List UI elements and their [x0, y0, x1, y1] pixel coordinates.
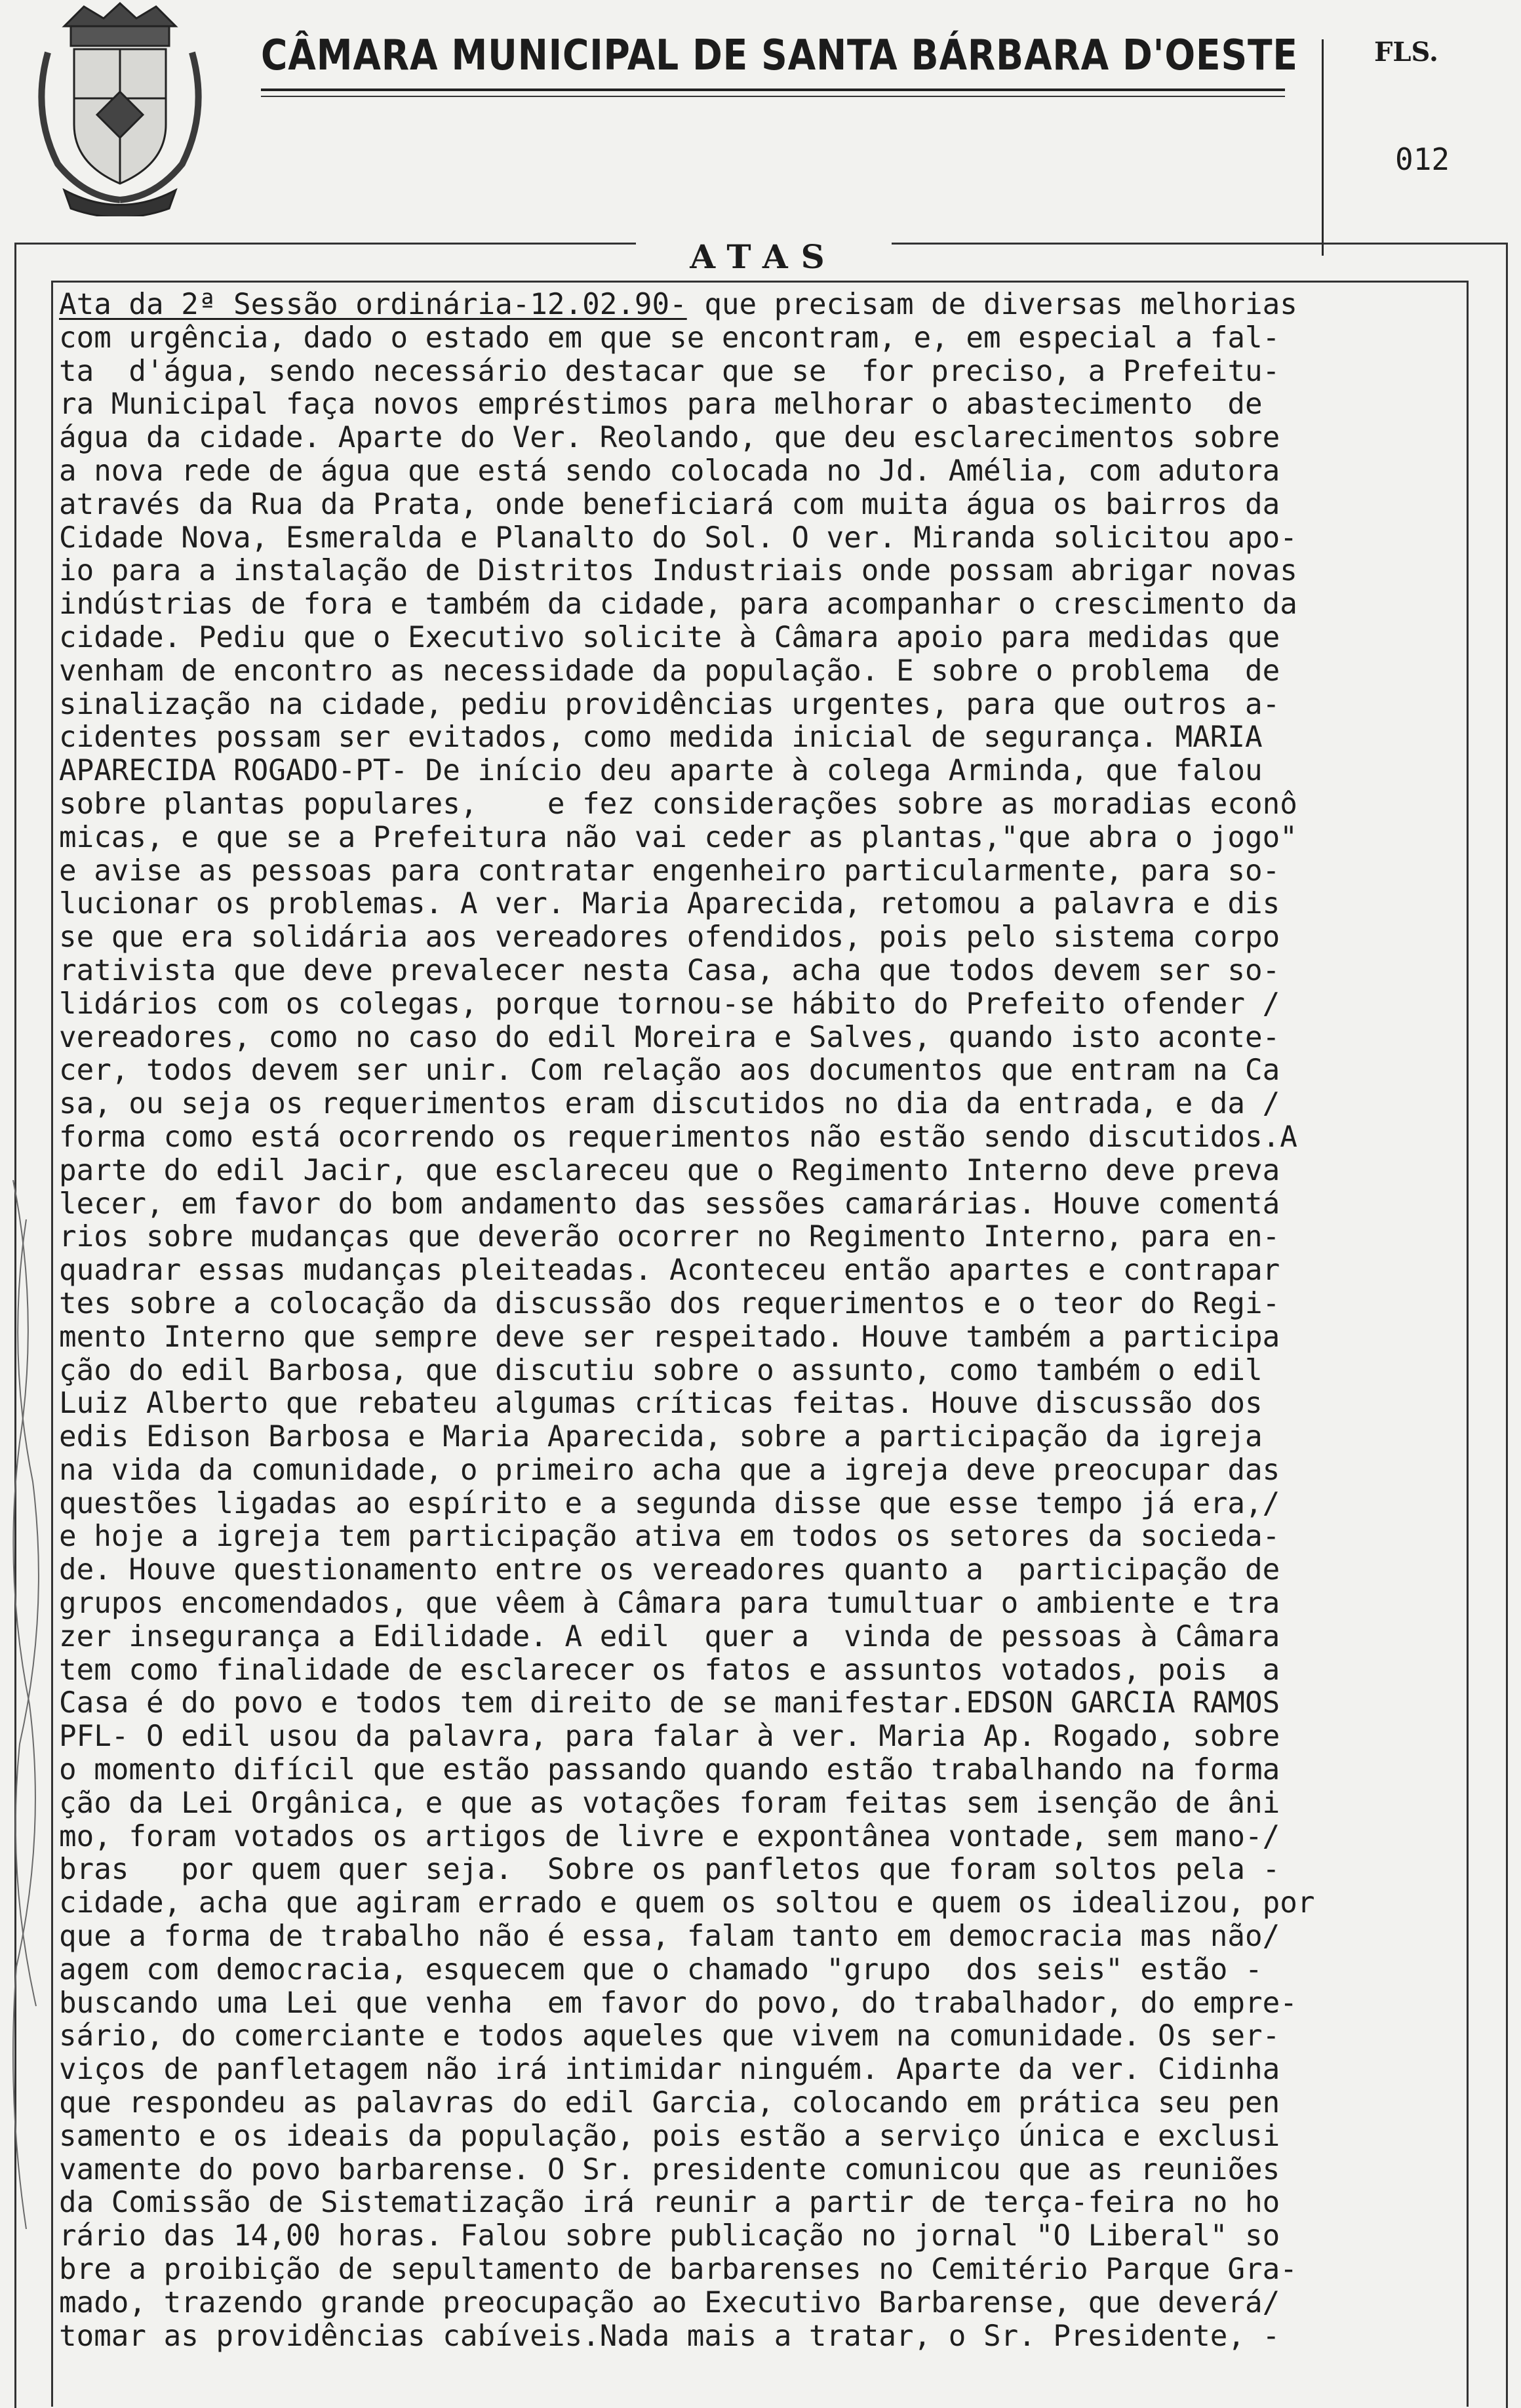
minutes-text	[59, 288, 1469, 2353]
minutes-line: forma como está ocorrendo os requerimentos não estão sendo discutidos.A	[59, 1120, 1297, 1154]
minutes-line: o momento difícil que estão passando quando estão trabalhando na forma	[59, 1753, 1280, 1787]
folio-number: 012	[1395, 142, 1450, 177]
minutes-line: Cidade Nova, Esmeralda e Planalto do Sol. O ver. Miranda solicitou apo-	[59, 521, 1297, 555]
minutes-line: com urgência, dado o estado em que se encontram, e, em especial a fal-	[59, 321, 1280, 355]
minutes-line: quadrar essas mudanças pleiteadas. Aconteceu então apartes e contrapar	[59, 1253, 1280, 1288]
minutes-line: sário, do comerciante e todos aqueles que vivem na comunidade. Os ser-	[59, 2019, 1280, 2053]
minutes-line: sinalização na cidade, pediu providências urgentes, para que outros a-	[59, 687, 1280, 721]
minutes-line: cidade, acha que agiram errado e quem os soltou e quem os idealizou, por	[59, 1886, 1315, 1920]
minutes-line: lecer, em favor do bom andamento das sessões camarárias. Houve comentá	[59, 1187, 1280, 1221]
minutes-line: bras por quem quer seja. Sobre os panfletos que foram soltos pela -	[59, 1853, 1280, 1887]
minutes-line: parte do edil Jacir, que esclareceu que o Regimento Interno deve preva	[59, 1153, 1280, 1187]
council-name-heading: CÂMARA MUNICIPAL DE SANTA BÁRBARA D'OESTE	[261, 31, 1298, 80]
header-rule-thin	[261, 96, 1285, 97]
minutes-line: agem com democracia, esquecem que o chamado "grupo dos seis" estão -	[59, 1952, 1263, 1986]
minutes-line: através da Rua da Prata, onde beneficiará com muita água os bairros da	[59, 487, 1280, 521]
minutes-first-line	[59, 288, 1469, 322]
minutes-line: zer insegurança a Edilidade. A edil quer a vinda de pessoas à Câmara	[59, 1619, 1280, 1653]
minutes-line: vereadores, como no caso do edil Moreira e Salves, quando isto aconte-	[59, 1020, 1280, 1054]
minutes-line: e avise as pessoas para contratar engenheiro particularmente, para so-	[59, 854, 1280, 888]
minutes-line: ção da Lei Orgânica, e que as votações foram feitas sem isenção de âni	[59, 1786, 1280, 1820]
minutes-line: água da cidade. Aparte do Ver. Reolando, que deu esclarecimentos sobre	[59, 421, 1280, 455]
minutes-line: mo, foram votados os artigos de livre e expontânea vontade, sem mano-/	[59, 1819, 1280, 1853]
minutes-line: tomar as providências cabíveis.Nada mais a tratar, o Sr. Presidente, -	[59, 2319, 1280, 2353]
minutes-line: cidentes possam ser evitados, como medida inicial de segurança. MARIA	[59, 720, 1263, 755]
minutes-line: que a forma de trabalho não é essa, falam tanto em democracia mas não/	[59, 1920, 1280, 1954]
minutes-line: ção do edil Barbosa, que discutiu sobre o assunto, como também o edil	[59, 1353, 1263, 1387]
minutes-line: rios sobre mudanças que deverão ocorrer no Regimento Interno, para en-	[59, 1220, 1280, 1254]
minutes-line: tes sobre a colocação da discussão dos requerimentos e o teor do Regi-	[59, 1286, 1280, 1320]
minutes-line: rativista que deve prevalecer nesta Casa, acha que todos devem ser so-	[59, 953, 1280, 987]
section-title: ATAS	[636, 237, 892, 276]
minutes-line: se que era solidária aos vereadores ofendidos, pois pelo sistema corpo	[59, 920, 1280, 955]
minutes-line: que precisam de diversas melhorias	[686, 288, 1297, 321]
minutes-line: na vida da comunidade, o primeiro acha que a igreja deve preocupar das	[59, 1453, 1280, 1487]
minutes-line: da Comissão de Sistematização irá reunir a partir de terça-feira no ho	[59, 2186, 1280, 2220]
minutes-line: Casa é do povo e todos tem direito de se manifestar.EDSON GARCIA RAMOS	[59, 1686, 1280, 1720]
minutes-line: tem como finalidade de esclarecer os fatos e assuntos votados, pois a	[59, 1653, 1280, 1687]
minutes-line: samento e os ideais da população, pois estão a serviço única e exclusi	[59, 2119, 1280, 2153]
margin-handwriting-marks	[0, 1180, 52, 2229]
minutes-line: bre a proibição de sepultamento de barbarenses no Cemitério Parque Gra-	[59, 2253, 1297, 2287]
minutes-line: edis Edison Barbosa e Maria Aparecida, sobre a participação da igreja	[59, 1420, 1263, 1454]
session-heading: Ata da 2ª Sessão ordinária-12.02.90-	[59, 288, 687, 321]
minutes-line: mento Interno que sempre deve ser respeitado. Houve também a participa	[59, 1320, 1280, 1354]
minutes-line: sobre plantas populares, e fez considerações sobre as moradias econô	[59, 787, 1297, 821]
folio-label: FLS.	[1374, 37, 1438, 68]
minutes-line: ta d'água, sendo necessário destacar que se for preciso, a Prefeitu-	[59, 354, 1280, 388]
minutes-line: PFL- O edil usou da palavra, para falar à ver. Maria Ap. Rogado, sobre	[59, 1720, 1280, 1754]
header-rule	[261, 89, 1285, 91]
municipal-coat-of-arms-icon	[25, 0, 215, 216]
minutes-line: lucionar os problemas. A ver. Maria Aparecida, retomou a palavra e dis	[59, 887, 1280, 921]
minutes-line: viços de panfletagem não irá intimidar ninguém. Aparte da ver. Cidinha	[59, 2053, 1280, 2087]
minutes-line: buscando uma Lei que venha em favor do povo, do trabalhador, do empre-	[59, 1986, 1297, 2020]
minutes-line: APARECIDA ROGADO-PT- De início deu aparte à colega Arminda, que falou	[59, 754, 1263, 788]
minutes-line: cidade. Pediu que o Executivo solicite à Câmara apoio para medidas que	[59, 620, 1280, 654]
minutes-line: micas, e que se a Prefeitura não vai ceder as plantas,"que abra o jogo"	[59, 820, 1297, 854]
minutes-line: vamente do povo barbarense. O Sr. presidente comunicou que as reuniões	[59, 2152, 1280, 2186]
minutes-line: sa, ou seja os requerimentos eram discutidos no dia da entrada, e da /	[59, 1087, 1280, 1121]
minutes-line: cer, todos devem ser unir. Com relação aos documentos que entram na Ca	[59, 1054, 1280, 1088]
minutes-line: mado, trazendo grande preocupação ao Executivo Barbarense, que deverá/	[59, 2285, 1280, 2319]
minutes-line: de. Houve questionamento entre os vereadores quanto a participação de	[59, 1553, 1280, 1587]
minutes-line: rário das 14,00 horas. Falou sobre publicação no jornal "O Liberal" so	[59, 2219, 1280, 2253]
minutes-line: que respondeu as palavras do edil Garcia, colocando em prática seu pen	[59, 2086, 1280, 2120]
minutes-line: a nova rede de água que está sendo colocada no Jd. Amélia, com adutora	[59, 454, 1280, 488]
minutes-line: Luiz Alberto que rebateu algumas críticas feitas. Houve discussão dos	[59, 1387, 1263, 1421]
minutes-line: e hoje a igreja tem participação ativa em todos os setores da socieda-	[59, 1520, 1280, 1554]
header-divider	[1322, 39, 1324, 256]
minutes-line: ra Municipal faça novos empréstimos para melhorar o abastecimento de	[59, 387, 1263, 422]
minutes-line: grupos encomendados, que vêem à Câmara para tumultuar o ambiente e tra	[59, 1587, 1280, 1621]
minutes-line: venham de encontro as necessidade da população. E sobre o problema de	[59, 654, 1280, 688]
minutes-line: lidários com os colegas, porque tornou-se hábito do Prefeito ofender /	[59, 987, 1280, 1021]
minutes-line: questões ligadas ao espírito e a segunda disse que esse tempo já era,/	[59, 1486, 1280, 1520]
minutes-line: io para a instalação de Distritos Industriais onde possam abrigar novas	[59, 554, 1297, 588]
minutes-line: indústrias de fora e também da cidade, para acompanhar o crescimento da	[59, 587, 1297, 622]
